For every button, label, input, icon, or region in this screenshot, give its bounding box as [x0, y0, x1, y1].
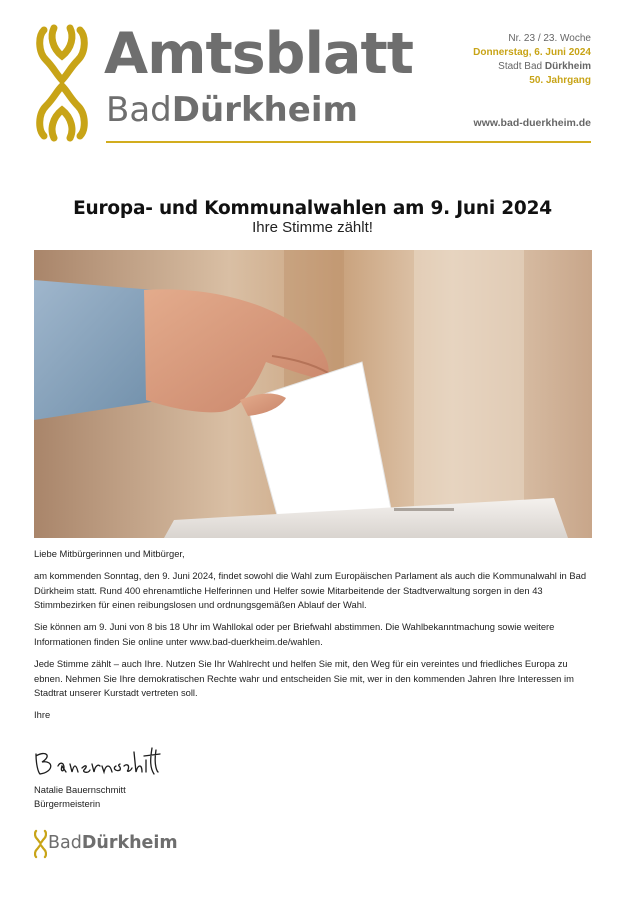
footer-logo-icon [34, 829, 47, 859]
subtitle-light: Bad [106, 90, 172, 130]
website-link[interactable]: www.bad-duerkheim.de [473, 117, 591, 129]
issue-date: Donnerstag, 6. Juni 2024 [473, 47, 591, 58]
signer-role: Bürgermeisterin [34, 798, 101, 809]
closing: Ihre [34, 709, 51, 721]
signer-name: Natalie Bauernschmitt [34, 784, 126, 795]
ballot-box-photo [34, 250, 592, 538]
footer-brand-bold: Dürkheim [81, 833, 178, 853]
masthead-title: Amtsblatt [104, 21, 413, 87]
signer-block [34, 783, 126, 811]
article-subheadline: Ihre Stimme zählt! [252, 219, 373, 236]
paragraph: Sie können am 9. Juni von 8 bis 18 Uhr im Wahllokal oder per Briefwahl abstimmen. Die Wahlbekanntmachung sowie weitere Informationen finden Sie online unter www.bad-duerkheim.de/wahlen. [34, 621, 555, 647]
issue-info [473, 32, 591, 88]
paragraph: Jede Stimme zählt – auch Ihre. Nutzen Sie Ihr Wahlrecht und helfen Sie mit, den Weg für ein vereintes und friedliches Europa zu ebnen. Nehmen Sie Ihre demokratischen Rechte wahr und entscheiden Sie mit, wer in den kommenden Jahren Ihre Interessen im Stadtrat unserer Kurstadt vertreten soll. [34, 658, 574, 699]
volume: 50. Jahrgang [529, 75, 591, 86]
article-body [34, 547, 592, 730]
salutation: Liebe Mitbürgerinnen und Mitbürger, [34, 548, 185, 559]
issue-number: Nr. 23 / 23. Woche [508, 33, 591, 44]
footer-brand [48, 832, 178, 854]
subtitle-bold: Dürkheim [171, 90, 358, 130]
masthead [0, 0, 625, 150]
city-logo-icon [36, 22, 88, 144]
issuer-city: Dürkheim [544, 61, 591, 72]
article-headline: Europa- und Kommunalwahlen am 9. Juni 2024 [73, 198, 552, 219]
issuer [473, 60, 591, 74]
gold-divider [106, 141, 591, 143]
footer-brand-light: Bad [48, 833, 82, 853]
masthead-subtitle [106, 90, 358, 130]
signature [32, 744, 162, 780]
issuer-prefix: Stadt Bad [498, 61, 545, 72]
paragraph: am kommenden Sonntag, den 9. Juni 2024, findet sowohl die Wahl zum Europäischen Parlament als auch die Kommunalwahl in Bad Dürkheim statt. Rund 400 ehrenamtliche Helferinnen und Helfer sowie Mitarbeitende der Stadtverwaltung sorgen in den 43 Stimmbezirken für einen reibungslosen und ordnungsgemäßen Ablauf der Wahl. [34, 570, 587, 611]
